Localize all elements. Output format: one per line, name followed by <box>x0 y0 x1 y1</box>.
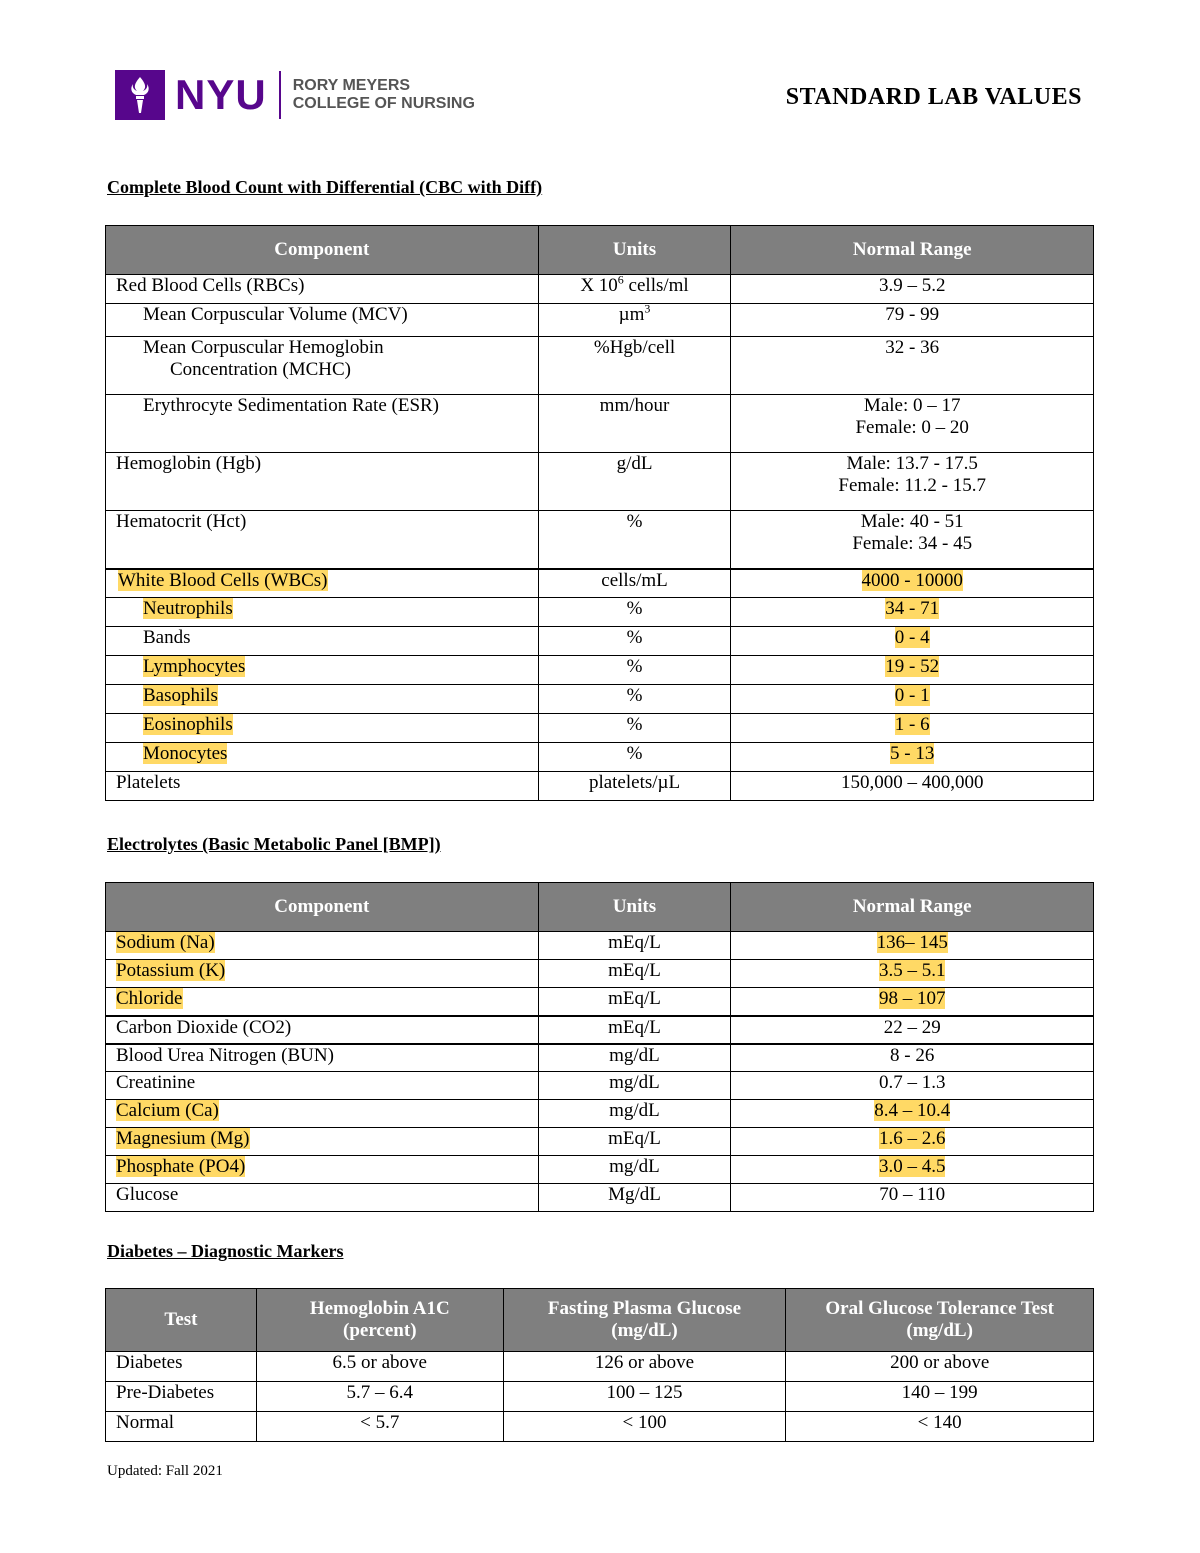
units-text: %Hgb/cell <box>593 337 676 358</box>
table-row <box>106 743 1094 772</box>
component-name-line2: Concentration (MCHC) <box>170 359 352 380</box>
component-name: Blood Urea Nitrogen (BUN) <box>116 1044 334 1066</box>
range-cell <box>731 1072 1094 1100</box>
range-value: 3.5 – 5.1 <box>878 960 946 981</box>
range-value: Male: 0 – 17 <box>863 395 961 416</box>
range-value: 32 - 36 <box>885 337 940 358</box>
units-cell <box>538 714 731 743</box>
fpg-cell: 126 or above <box>503 1352 786 1382</box>
column-header-ogtt-label: Oral Glucose Tolerance Test <box>825 1298 1054 1319</box>
table-row <box>106 569 1094 598</box>
component-name: Hemoglobin (Hgb) <box>116 453 262 474</box>
component-name: Bands <box>143 627 191 648</box>
units-cell <box>538 511 731 569</box>
units-superscript: 3 <box>644 301 651 316</box>
table-row <box>106 960 1094 988</box>
component-cell <box>106 1044 539 1072</box>
range-cell <box>731 337 1094 395</box>
diabetes-table <box>105 1288 1094 1442</box>
table-header-row <box>106 883 1094 932</box>
column-header-normal-range: Normal Range <box>731 226 1094 275</box>
range-value: 0 - 4 <box>894 627 930 648</box>
units-text: mg/dL <box>609 1156 660 1177</box>
range-value: Male: 40 - 51 <box>860 511 964 532</box>
units-cell <box>538 1072 731 1100</box>
units-text: µm <box>618 304 645 325</box>
school-line-2: COLLEGE OF NURSING <box>292 95 475 112</box>
range-cell <box>731 627 1094 656</box>
units-cell <box>538 1044 731 1072</box>
units-cell <box>538 988 731 1016</box>
range-cell <box>731 772 1094 801</box>
units-text: % <box>626 598 643 619</box>
range-value: 70 – 110 <box>879 1184 946 1205</box>
nyu-logo <box>115 70 475 120</box>
component-name: White Blood Cells (WBCs) <box>118 569 328 591</box>
a1c-cell: 6.5 or above <box>256 1352 503 1382</box>
cbc-table <box>105 225 1094 801</box>
range-cell <box>731 656 1094 685</box>
column-header-fpg-label: Fasting Plasma Glucose <box>547 1298 742 1319</box>
component-cell <box>106 511 539 569</box>
units-text: mg/dL <box>609 1044 660 1066</box>
table-row <box>106 275 1094 304</box>
units-text: Mg/dL <box>608 1184 661 1205</box>
table-row <box>106 395 1094 453</box>
component-cell <box>106 395 539 453</box>
units-text: mEq/L <box>608 1016 661 1038</box>
column-header-a1c-unit: (percent) <box>343 1320 417 1341</box>
fpg-cell: < 100 <box>503 1412 786 1442</box>
component-name: Monocytes <box>143 743 228 764</box>
test-cell: Pre-Diabetes <box>106 1382 257 1412</box>
units-cell <box>538 569 731 598</box>
component-cell <box>106 714 539 743</box>
column-header-test-label: Test <box>164 1309 198 1330</box>
units-text: mg/dL <box>609 1100 660 1121</box>
range-value: 79 - 99 <box>885 304 940 325</box>
range-value: 3.9 – 5.2 <box>878 275 946 296</box>
table-row <box>106 988 1094 1016</box>
range-value: 0 - 1 <box>894 685 930 706</box>
units-superscript: 6 <box>617 272 624 287</box>
component-cell <box>106 598 539 627</box>
table-row <box>106 627 1094 656</box>
diabetes-section-title: Diabetes – Diagnostic Markers <box>107 1241 344 1261</box>
table-row <box>106 1100 1094 1128</box>
range-value: 8.4 – 10.4 <box>874 1100 951 1121</box>
table-row <box>106 304 1094 337</box>
units-cell <box>538 932 731 960</box>
range-value: 98 – 107 <box>878 988 946 1009</box>
table-row <box>106 337 1094 395</box>
range-value: 5 - 13 <box>890 743 935 764</box>
document-title: STANDARD LAB VALUES <box>785 84 1082 110</box>
component-cell <box>106 1100 539 1128</box>
column-header-a1c <box>256 1289 503 1352</box>
column-header-units: Units <box>538 226 731 275</box>
units-text-after: cells/ml <box>623 275 689 296</box>
table-row <box>106 685 1094 714</box>
units-cell <box>538 627 731 656</box>
component-cell <box>106 1156 539 1184</box>
component-name: Platelets <box>116 772 181 793</box>
component-cell <box>106 932 539 960</box>
table-row <box>106 1128 1094 1156</box>
units-cell <box>538 1184 731 1212</box>
ogtt-cell: 140 – 199 <box>786 1382 1094 1412</box>
range-cell <box>731 275 1094 304</box>
bmp-table <box>105 882 1094 1212</box>
column-header-units: Units <box>538 883 731 932</box>
bmp-section-title: Electrolytes (Basic Metabolic Panel [BMP]) <box>107 834 441 854</box>
table-row <box>106 714 1094 743</box>
component-name: Erythrocyte Sedimentation Rate (ESR) <box>143 395 440 416</box>
range-value: 22 – 29 <box>883 1016 941 1038</box>
column-header-ogtt-unit: (mg/dL) <box>906 1320 973 1341</box>
component-name: Sodium (Na) <box>116 932 215 953</box>
range-value: 34 - 71 <box>885 598 940 619</box>
range-cell <box>731 1044 1094 1072</box>
column-header-component: Component <box>106 226 539 275</box>
units-text: mg/dL <box>609 1072 660 1093</box>
logo-school-name <box>293 77 475 113</box>
units-text: mEq/L <box>608 960 661 981</box>
units-cell <box>538 1100 731 1128</box>
component-cell <box>106 1128 539 1156</box>
component-name: Potassium (K) <box>116 960 226 981</box>
range-cell <box>731 304 1094 337</box>
component-name: Neutrophils <box>143 598 233 619</box>
table-row <box>106 511 1094 569</box>
component-cell <box>106 988 539 1016</box>
component-name: Creatinine <box>116 1072 196 1093</box>
range-cell <box>731 988 1094 1016</box>
test-cell: Normal <box>106 1412 257 1442</box>
range-value: 150,000 – 400,000 <box>840 772 984 793</box>
units-text: g/dL <box>616 453 653 474</box>
table-row <box>106 1072 1094 1100</box>
table-row <box>106 453 1094 511</box>
component-name: Chloride <box>116 988 183 1009</box>
units-text: mEq/L <box>608 1128 661 1149</box>
units-text: % <box>626 627 643 648</box>
range-cell <box>731 395 1094 453</box>
table-header-row <box>106 226 1094 275</box>
table-row <box>106 1016 1094 1044</box>
table-row <box>106 1184 1094 1212</box>
range-cell <box>731 1100 1094 1128</box>
a1c-cell: < 5.7 <box>256 1412 503 1442</box>
range-value: Male: 13.7 - 17.5 <box>846 453 978 474</box>
range-value: 1.6 – 2.6 <box>878 1128 946 1149</box>
component-cell <box>106 772 539 801</box>
range-value-line2: Female: 34 - 45 <box>852 533 973 554</box>
component-cell <box>106 337 539 395</box>
units-cell <box>538 685 731 714</box>
component-cell <box>106 275 539 304</box>
table-row <box>106 772 1094 801</box>
range-cell <box>731 1156 1094 1184</box>
component-name: Eosinophils <box>143 714 233 735</box>
column-header-component: Component <box>106 883 539 932</box>
component-name: Carbon Dioxide (CO2) <box>116 1016 292 1038</box>
table-row <box>106 932 1094 960</box>
component-cell <box>106 453 539 511</box>
units-text: % <box>626 685 643 706</box>
range-value: 3.0 – 4.5 <box>878 1156 946 1177</box>
range-cell <box>731 714 1094 743</box>
units-text: mEq/L <box>608 988 661 1009</box>
range-cell <box>731 511 1094 569</box>
units-cell <box>538 598 731 627</box>
units-cell <box>538 743 731 772</box>
range-value-line2: Female: 11.2 - 15.7 <box>838 475 986 496</box>
range-cell <box>731 743 1094 772</box>
range-cell <box>731 1128 1094 1156</box>
range-value: 136– 145 <box>876 932 948 953</box>
table-row <box>106 1412 1094 1442</box>
school-line-1: RORY MEYERS <box>292 77 411 94</box>
table-row <box>106 1156 1094 1184</box>
column-header-fpg-unit: (mg/dL) <box>611 1320 678 1341</box>
component-cell <box>106 627 539 656</box>
range-cell <box>731 569 1094 598</box>
range-value: 1 - 6 <box>894 714 930 735</box>
units-cell <box>538 1156 731 1184</box>
table-row <box>106 1352 1094 1382</box>
range-cell <box>731 685 1094 714</box>
component-cell <box>106 304 539 337</box>
table-header-row <box>106 1289 1094 1352</box>
range-cell <box>731 1016 1094 1044</box>
component-cell <box>106 1072 539 1100</box>
component-cell <box>106 656 539 685</box>
units-cell <box>538 960 731 988</box>
component-cell <box>106 1016 539 1044</box>
column-header-normal-range: Normal Range <box>731 883 1094 932</box>
units-text: X 10 <box>580 275 618 296</box>
units-cell <box>538 1016 731 1044</box>
component-name: Glucose <box>116 1184 179 1205</box>
range-cell <box>731 598 1094 627</box>
component-name: Mean Corpuscular Hemoglobin <box>143 337 384 358</box>
component-cell <box>106 1184 539 1212</box>
component-cell <box>106 743 539 772</box>
component-cell <box>106 960 539 988</box>
table-row <box>106 1044 1094 1072</box>
units-text: % <box>626 511 643 532</box>
logo-divider <box>279 71 281 119</box>
logo-nyu-text: NYU <box>175 71 267 118</box>
units-text: mm/hour <box>599 395 670 416</box>
component-name: Magnesium (Mg) <box>116 1128 250 1149</box>
table-row <box>106 598 1094 627</box>
units-cell <box>538 453 731 511</box>
range-cell <box>731 960 1094 988</box>
cbc-section-title: Complete Blood Count with Differential (CBC with Diff) <box>107 177 543 197</box>
units-cell <box>538 1128 731 1156</box>
units-text: cells/mL <box>601 569 668 591</box>
range-cell <box>731 453 1094 511</box>
ogtt-cell: < 140 <box>786 1412 1094 1442</box>
units-text: mEq/L <box>608 932 661 953</box>
units-text: platelets/µL <box>588 772 681 793</box>
units-cell <box>538 656 731 685</box>
component-name: Red Blood Cells (RBCs) <box>116 275 305 296</box>
units-cell <box>538 395 731 453</box>
units-cell <box>538 301 731 337</box>
range-value-line2: Female: 0 – 20 <box>855 417 969 438</box>
range-cell <box>731 1184 1094 1212</box>
range-value: 4000 - 10000 <box>861 569 963 591</box>
units-cell <box>538 272 731 304</box>
range-cell <box>731 932 1094 960</box>
component-cell <box>106 685 539 714</box>
units-text: % <box>626 656 643 677</box>
range-value: 19 - 52 <box>885 656 940 677</box>
table-row <box>106 1382 1094 1412</box>
fpg-cell: 100 – 125 <box>503 1382 786 1412</box>
updated-footer: Updated: Fall 2021 <box>107 1463 223 1479</box>
range-value: 8 - 26 <box>890 1044 935 1066</box>
column-header-fpg <box>503 1289 786 1352</box>
ogtt-cell: 200 or above <box>786 1352 1094 1382</box>
torch-icon <box>115 70 165 120</box>
component-name: Phosphate (PO4) <box>116 1156 246 1177</box>
units-cell <box>538 337 731 395</box>
test-cell: Diabetes <box>106 1352 257 1382</box>
units-text: % <box>626 743 643 764</box>
component-name: Hematocrit (Hct) <box>116 511 247 532</box>
units-text: % <box>626 714 643 735</box>
component-name: Mean Corpuscular Volume (MCV) <box>143 304 408 325</box>
range-value: 0.7 – 1.3 <box>878 1072 946 1093</box>
component-name: Basophils <box>143 685 218 706</box>
column-header-test <box>106 1289 257 1352</box>
component-name: Calcium (Ca) <box>116 1100 219 1121</box>
a1c-cell: 5.7 – 6.4 <box>256 1382 503 1412</box>
units-cell <box>538 772 731 801</box>
column-header-a1c-label: Hemoglobin A1C <box>309 1298 450 1319</box>
component-cell <box>106 569 539 598</box>
component-name: Lymphocytes <box>143 656 246 677</box>
table-row <box>106 656 1094 685</box>
column-header-ogtt <box>786 1289 1094 1352</box>
